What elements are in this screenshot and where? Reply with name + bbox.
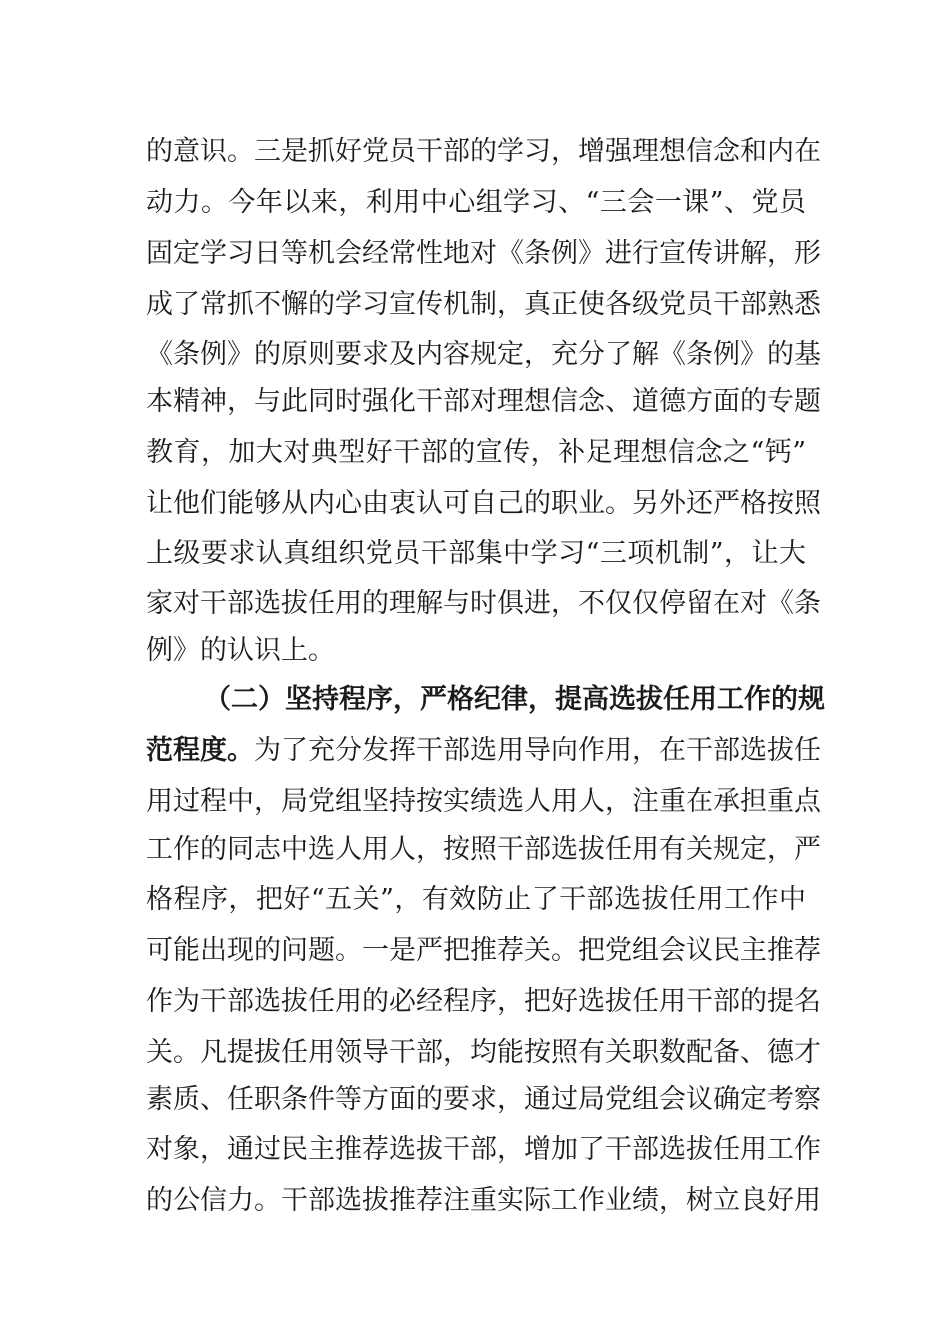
section-heading-continued: 范程度。: [146, 735, 254, 766]
paragraph-line: 本精神，与此同时强化干部对理想信念、道德方面的专题: [146, 386, 821, 417]
paragraph-line: 关。凡提拔任用领导干部，均能按照有关职数配备、德才: [146, 1037, 821, 1068]
paragraph-line: 成了常抓不懈的学习宣传机制，真正使各级党员干部熟悉: [146, 289, 821, 320]
paragraph-line: 可能出现的问题。一是严把推荐关。把党组会议民主推荐: [146, 935, 821, 966]
paragraph-line: 格程序，把好“五关”，有效防止了干部选拔任用工作中: [146, 884, 806, 915]
paragraph-line: [146, 731, 821, 771]
paragraph-line: 例》的认识上。: [146, 635, 335, 666]
section-heading-line: [146, 680, 825, 720]
paragraph-line: 家对干部选拔任用的理解与时俱进，不仅仅停留在对《条: [146, 588, 821, 619]
paragraph-text: 为了充分发挥干部选用导向作用，在干部选拔任: [254, 735, 821, 766]
paragraph-line: 用过程中，局党组坚持按实绩选人用人，注重在承担重点: [146, 786, 821, 817]
paragraph-line: 的公信力。干部选拔推荐注重实际工作业绩，树立良好用: [146, 1185, 821, 1216]
paragraph-line: 教育，加大对典型好干部的宣传，补足理想信念之“钙”: [146, 437, 806, 468]
paragraph-line: 作为干部选拔任用的必经程序，把好选拔任用干部的提名: [146, 986, 821, 1017]
paragraph-line: 的意识。三是抓好党员干部的学习，增强理想信念和内在: [146, 136, 821, 167]
paragraph-line: 《条例》的原则要求及内容规定，充分了解《条例》的基: [146, 339, 821, 370]
paragraph-line: 对象，通过民主推荐选拔干部，增加了干部选拔任用工作: [146, 1134, 821, 1165]
paragraph-line: 固定学习日等机会经常性地对《条例》进行宣传讲解，形: [146, 238, 821, 269]
paragraph-line: 素质、任职条件等方面的要求，通过局党组会议确定考察: [146, 1084, 821, 1115]
paragraph-line: 让他们能够从内心由衷认可自己的职业。另外还严格按照: [146, 488, 821, 519]
paragraph-line: 上级要求认真组织党员干部集中学习“三项机制”，让大: [146, 538, 806, 569]
section-heading: （二）坚持程序，严格纪律，提高选拔任用工作的规: [204, 684, 825, 715]
paragraph-line: 动力。今年以来，利用中心组学习、“三会一课”、党员: [146, 187, 806, 218]
paragraph-line: 工作的同志中选人用人，按照干部选拔任用有关规定，严: [146, 834, 821, 865]
